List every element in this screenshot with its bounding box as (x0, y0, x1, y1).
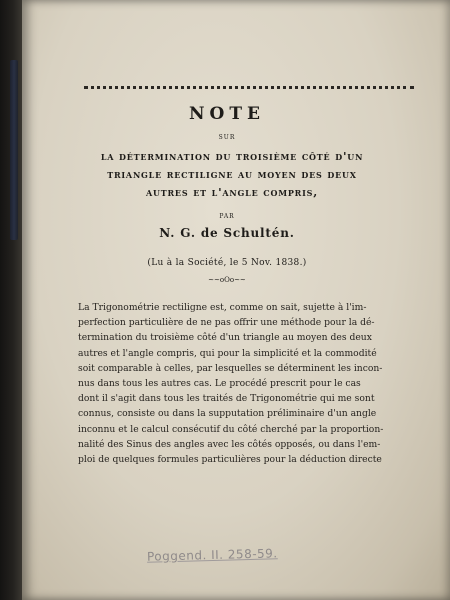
subtitle-line: la détermination du troisième côté d'un (100, 149, 364, 163)
subtitle (42, 147, 422, 201)
body-line: perfection particulière de ne pas offrir une méthode pour la dé- (78, 317, 375, 329)
book-page (22, 0, 450, 600)
body-line: La Trigonométrie rectiligne est, comme on sait, sujette à l'im- (78, 302, 367, 313)
body-paragraph (78, 300, 406, 467)
body-line: inconnu et le calcul consécutif du côté cherché par la proportion- (78, 423, 384, 435)
book-cover-edge (0, 0, 22, 600)
author-connector-par: PAR (219, 213, 235, 220)
pencil-annotation: Poggend. II. 258-59. (146, 546, 278, 564)
body-line: nus dans tous les autres cas. Le procédé prescrit pour le cas (78, 378, 361, 390)
author-name: N. G. de Schultén. (159, 226, 295, 240)
subtitle-line: autres et l'angle compris, (145, 185, 319, 199)
body-line: connus, consiste ou dans la supputation préliminaire d'un angle (78, 408, 377, 420)
body-line: autres et l'angle compris, qui pour la simplicité et la commodité (78, 347, 377, 359)
dotted-rule (84, 86, 414, 89)
body-line: nalité des Sinus des angles avec les côtés opposés, ou dans l'em- (78, 438, 381, 450)
body-line: soit comparable à celles, par lesquelles se déterminent les incon- (78, 362, 383, 374)
subtitle-line: triangle rectiligne au moyen des deux (107, 167, 357, 181)
read-date-note: (Lu à la Société, le 5 Nov. 1838.) (147, 258, 307, 268)
body-line: dont il s'agit dans tous les traités de Trigonométrie qui me sont (78, 393, 375, 405)
ornament-divider: ~~oOo~~ (208, 276, 246, 284)
cover-bookplate (10, 60, 18, 240)
body-line: ploi de quelques formules particulières pour la déduction directe (78, 454, 382, 466)
title-connector-sur: SUR (218, 134, 236, 141)
page-title: NOTE (189, 104, 265, 124)
body-line: termination du troisième côté d'un triangle au moyen des deux (78, 332, 372, 344)
